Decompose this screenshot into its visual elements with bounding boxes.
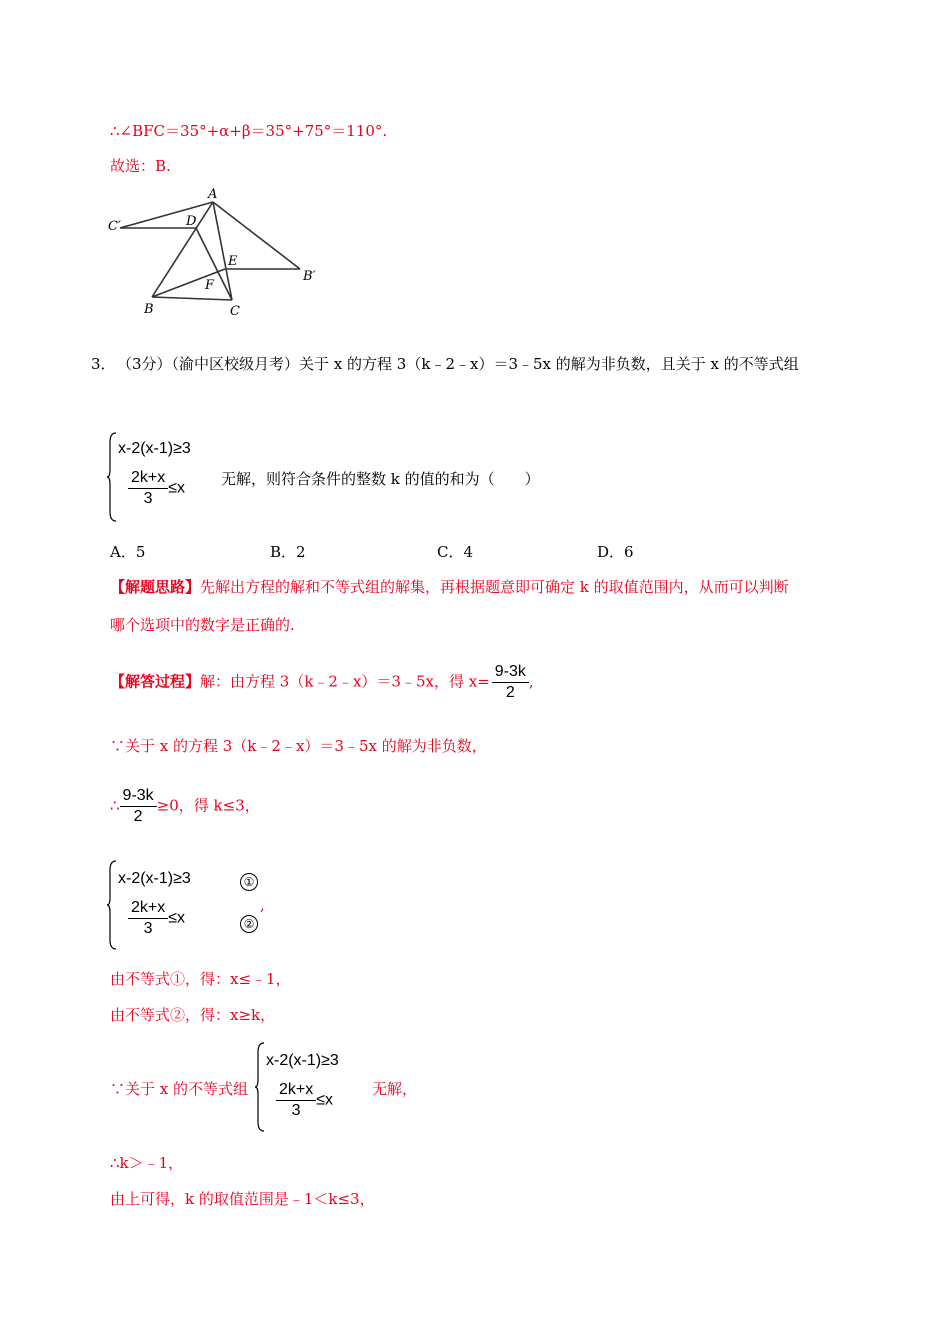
process-x-num: 9-3k <box>492 662 529 683</box>
since2-frac-den: 3 <box>291 1102 301 1119</box>
process-text: 解：由方程 3（k﹣2﹣x）＝3﹣5x，得 x= <box>200 672 490 691</box>
question-system <box>106 432 236 522</box>
segment-A-Bprime <box>213 202 300 269</box>
option-b[interactable]: B．2 <box>270 543 306 561</box>
option-d[interactable]: D．6 <box>597 543 634 561</box>
system-frac-num: 2k+x <box>128 468 168 489</box>
idea-line1 <box>110 576 789 597</box>
solution-frac-num: 2k+x <box>128 898 168 919</box>
since2-pre: ∵关于 x 的不等式组 <box>110 1080 248 1098</box>
label-B: B <box>144 302 154 317</box>
left-brace-icon <box>106 432 118 522</box>
ineq2-line: 由不等式②，得：x≥k， <box>110 1006 276 1024</box>
system-comma: , <box>260 896 265 914</box>
label-F: F <box>205 278 215 293</box>
therefore1-den: 2 <box>133 808 143 825</box>
therefore1-num: 9-3k <box>120 786 157 807</box>
since2-system-line2 <box>276 1080 333 1121</box>
therefore1-pre: ∴ <box>110 796 120 815</box>
solution-system <box>106 860 276 950</box>
label-C: C <box>230 304 240 319</box>
system-line1: x-2(x-1)≥3 <box>118 440 191 457</box>
solution-frac-rel: ≤x <box>168 909 186 927</box>
system-frac-den: 3 <box>143 490 153 507</box>
prev-answer: 故选：B. <box>110 157 171 175</box>
therefore1-post: ≥0，得 k≤3， <box>156 796 260 815</box>
therefore-line1 <box>110 786 260 827</box>
idea-text-1: 先解出方程的解和不等式组的解集，再根据题意即可确定 k 的取值范围内，从而可以判断 <box>200 578 789 596</box>
process-x-den: 2 <box>505 684 515 701</box>
geometry-figure <box>100 185 330 325</box>
circle-one-icon: ① <box>240 873 258 891</box>
left-brace-icon <box>254 1042 266 1132</box>
label-E: E <box>228 254 238 269</box>
since2-system <box>254 1042 384 1132</box>
therefore2-line: ∴k＞﹣1， <box>110 1154 184 1172</box>
since2-system-line1: x-2(x-1)≥3 <box>266 1052 339 1069</box>
system-frac-rel: ≤x <box>168 479 186 497</box>
label-Bprime: B′ <box>303 269 316 284</box>
question-number: 3． <box>91 355 116 373</box>
option-a[interactable]: A．5 <box>110 543 146 561</box>
solution-system-line1: x-2(x-1)≥3 <box>118 870 191 887</box>
segment-A-C <box>213 202 232 300</box>
label-Cprime: C′ <box>108 219 121 234</box>
idea-tag: 【解题思路】 <box>110 578 201 596</box>
question-tail: 无解，则符合条件的整数 k 的值的和为（ ） <box>221 470 540 488</box>
solution-system-line2 <box>128 898 185 939</box>
label-D: D <box>186 214 197 229</box>
since2-frac-num: 2k+x <box>276 1080 316 1101</box>
range-line: 由上可得，k 的取值范围是﹣1＜k≤3， <box>110 1190 375 1208</box>
process-tag: 【解答过程】 <box>110 672 201 691</box>
prev-conclusion: ∴∠BFC＝35°+α+β＝35°+75°＝110°. <box>110 122 388 140</box>
system-line2 <box>128 468 185 509</box>
process-line: 【解答过程】解：由方程 3（k﹣2﹣x）＝3﹣5x，得 x= $\frac{9-3k}{2}$ , <box>110 663 534 701</box>
option-c[interactable]: C．4 <box>437 543 474 561</box>
left-brace-icon <box>106 860 118 950</box>
idea-text-2: 哪个选项中的数字是正确的. <box>110 616 295 634</box>
question-stem: （3分）（渝中区校级月考）关于 x 的方程 3（k﹣2﹣x）＝3﹣5x 的解为非负数，且关于 x 的不等式组 <box>117 355 799 373</box>
ineq1-line: 由不等式①，得：x≤﹣1， <box>110 970 291 988</box>
segment-B-C <box>152 297 232 300</box>
label-A: A <box>208 187 218 202</box>
circle-two-icon: ② <box>240 915 258 933</box>
since2-frac-rel: ≤x <box>316 1091 334 1109</box>
since2-post: 无解， <box>372 1080 418 1098</box>
solution-frac-den: 3 <box>143 920 153 937</box>
segment-B-E <box>152 269 225 297</box>
since-line1: ∵关于 x 的方程 3（k﹣2﹣x）＝3﹣5x 的解为非负数， <box>110 737 487 755</box>
